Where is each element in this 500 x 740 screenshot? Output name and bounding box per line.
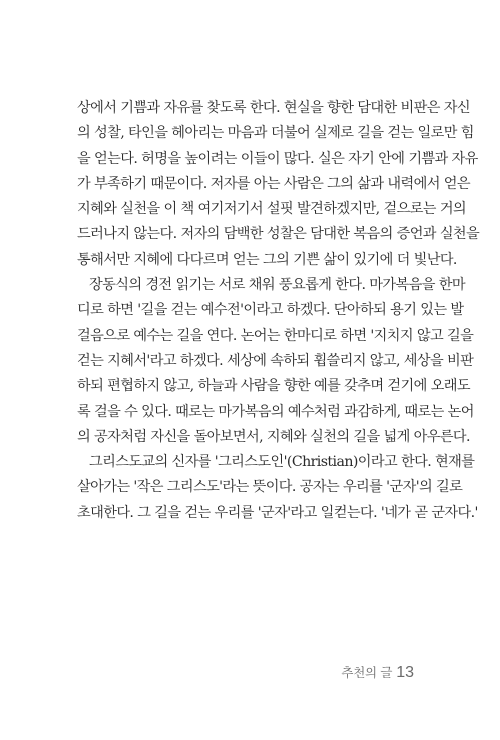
text-line: 초대한다. 그 길을 걷는 우리를 '군자'라고 일컫는다. '네가 곧 군자다.'	[77, 504, 478, 521]
text-line: 의 성찰, 타인을 헤아리는 마음과 더불어 실제로 길을 걷는 일로만 힘	[77, 125, 474, 142]
text-line: 그리스도교의 신자를 '그리스도인'(Christian)이라고 한다. 현재를	[89, 454, 475, 471]
page-number: 13	[396, 664, 414, 681]
text-line: 상에서 기쁨과 자유를 찾도록 한다. 현실을 향한 담대한 비판은 자신	[77, 100, 470, 116]
text-line: 지혜와 실천을 이 책 여기저기서 설핏 발견하겠지만, 겉으로는 거의	[77, 201, 467, 218]
text-line: 을 얻는다. 허명을 높이려는 이들이 많다. 실은 자기 안에 기쁨과 자유	[77, 150, 478, 167]
text-line: 디로 하면 '길을 걷는 예수전'이라고 하겠다. 단아하되 용기 있는 발	[77, 302, 464, 319]
page-footer	[341, 663, 414, 682]
running-section-title: 추천의 글	[341, 665, 393, 680]
paragraph-1	[77, 96, 480, 273]
text-line: 하되 편협하지 않고, 하늘과 사람을 향한 예를 갖추며 걷기에 오래도	[77, 378, 470, 395]
text-line: 가 부족하기 때문이다. 저자를 아는 사람은 그의 삶과 내력에서 얻은	[77, 175, 470, 192]
paragraph-2	[77, 273, 474, 450]
paragraph-3	[77, 450, 478, 526]
text-line: 의 공자처럼 자신을 돌아보면서, 지혜와 실천의 길을 넓게 아우른다.	[77, 428, 470, 445]
text-line: 통해서만 지혜에 다다르며 얻는 그의 기쁜 삶이 있기에 더 빛난다.	[77, 251, 457, 268]
text-line: 록 걸을 수 있다. 때로는 마가복음의 예수처럼 과감하게, 때로는 논어	[77, 403, 474, 420]
text-line: 걸음으로 예수는 길을 연다. 논어는 한마디로 하면 '지치지 않고 길을	[77, 327, 474, 344]
text-line: 드러나지 않는다. 저자의 담백한 성찰은 담대한 복음의 증언과 실천을	[77, 226, 480, 243]
text-line: 걷는 지혜서'라고 하겠다. 세상에 속하되 휩쓸리지 않고, 세상을 비판	[77, 352, 474, 369]
body-text	[77, 96, 480, 526]
text-line: 살아가는 '작은 그리스도'라는 뜻이다. 공자는 우리를 '군자'의 길로	[77, 479, 463, 496]
text-line: 장동식의 경전 읽기는 서로 채워 풍요롭게 한다. 마가복음을 한마	[89, 277, 465, 294]
